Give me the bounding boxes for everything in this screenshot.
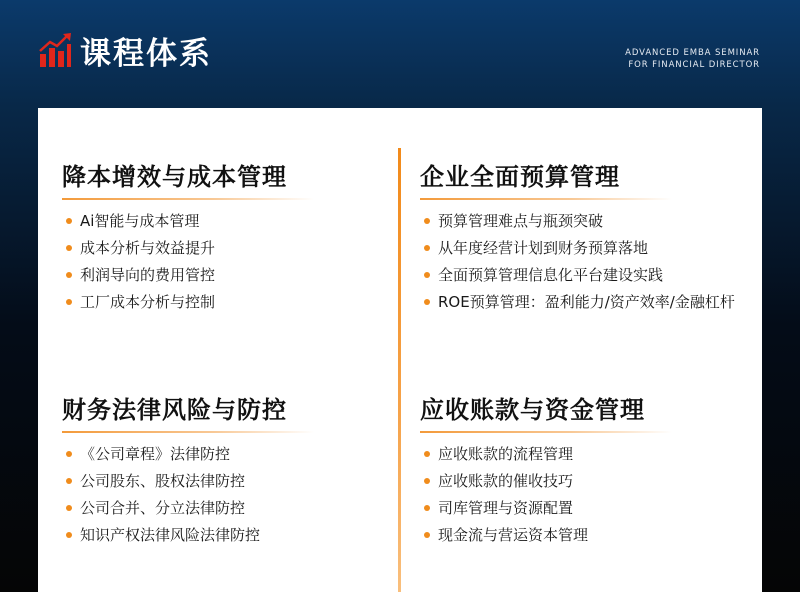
list-item xyxy=(420,207,740,234)
list-item xyxy=(62,261,382,288)
bullet-dot-icon xyxy=(66,478,72,484)
list-item xyxy=(62,288,382,315)
bullet-dot-icon xyxy=(424,218,430,224)
subtitle-line-2: FOR FINANCIAL DIRECTOR xyxy=(628,60,760,70)
list-item xyxy=(420,467,740,494)
list-item xyxy=(62,467,382,494)
section-budget-management xyxy=(420,160,740,315)
list-item-text: 成本分析与效益提升 xyxy=(80,239,216,257)
bullet-dot-icon xyxy=(66,218,72,224)
bar-chart-trend-icon xyxy=(38,32,72,68)
section-underline xyxy=(420,198,672,200)
section-item-list xyxy=(62,207,382,315)
section-receivables-funds xyxy=(420,393,740,548)
bullet-dot-icon xyxy=(66,451,72,457)
bullet-dot-icon xyxy=(66,299,72,305)
section-title: 企业全面预算管理 xyxy=(420,163,620,191)
bullet-dot-icon xyxy=(424,451,430,457)
bullet-dot-icon xyxy=(424,478,430,484)
list-item-text: Ai智能与成本管理 xyxy=(80,212,200,230)
list-item-text: 《公司章程》法律防控 xyxy=(80,445,231,463)
list-item-text: 公司合并、分立法律防控 xyxy=(80,499,246,517)
list-item xyxy=(420,440,740,467)
bullet-dot-icon xyxy=(66,532,72,538)
section-legal-risk xyxy=(62,393,382,548)
section-underline xyxy=(420,431,672,433)
list-item xyxy=(420,494,740,521)
list-item-text: 司库管理与资源配置 xyxy=(438,499,574,517)
list-item-text: 预算管理难点与瓶颈突破 xyxy=(438,212,604,230)
bullet-dot-icon xyxy=(424,272,430,278)
page-title: 课程体系 xyxy=(80,36,212,72)
bullet-dot-icon xyxy=(66,505,72,511)
section-title: 财务法律风险与防控 xyxy=(62,396,287,424)
list-item-text: 应收账款的流程管理 xyxy=(438,445,574,463)
list-item xyxy=(62,494,382,521)
header-subtitle xyxy=(625,47,760,71)
list-item-text: ROE预算管理：盈利能力/资产效率/金融杠杆 xyxy=(438,293,735,311)
bullet-dot-icon xyxy=(424,245,430,251)
list-item-text: 从年度经营计划到财务预算落地 xyxy=(438,239,649,257)
subtitle-line-1: ADVANCED EMBA SEMINAR xyxy=(625,48,760,58)
list-item-text: 知识产权法律风险法律防控 xyxy=(80,526,261,544)
bullet-dot-icon xyxy=(424,532,430,538)
section-item-list xyxy=(420,440,740,548)
section-item-list xyxy=(62,440,382,548)
list-item xyxy=(420,261,740,288)
list-item xyxy=(62,440,382,467)
list-item xyxy=(62,521,382,548)
page-header xyxy=(0,0,800,108)
bullet-dot-icon xyxy=(66,245,72,251)
section-underline xyxy=(62,431,314,433)
list-item-text: 现金流与营运资本管理 xyxy=(438,526,589,544)
list-item xyxy=(420,234,740,261)
bullet-dot-icon xyxy=(66,272,72,278)
list-item-text: 全面预算管理信息化平台建设实践 xyxy=(438,266,664,284)
list-item xyxy=(62,234,382,261)
column-divider xyxy=(398,148,401,592)
list-item xyxy=(420,288,740,315)
section-item-list xyxy=(420,207,740,315)
list-item-text: 公司股东、股权法律防控 xyxy=(80,472,246,490)
bullet-dot-icon xyxy=(424,299,430,305)
list-item-text: 工厂成本分析与控制 xyxy=(80,293,216,311)
section-underline xyxy=(62,198,314,200)
section-cost-management xyxy=(62,160,382,315)
section-title: 降本增效与成本管理 xyxy=(62,163,287,191)
list-item-text: 利润导向的费用管控 xyxy=(80,266,216,284)
list-item-text: 应收账款的催收技巧 xyxy=(438,472,574,490)
bullet-dot-icon xyxy=(424,505,430,511)
section-title: 应收账款与资金管理 xyxy=(420,396,645,424)
list-item xyxy=(420,521,740,548)
list-item xyxy=(62,207,382,234)
